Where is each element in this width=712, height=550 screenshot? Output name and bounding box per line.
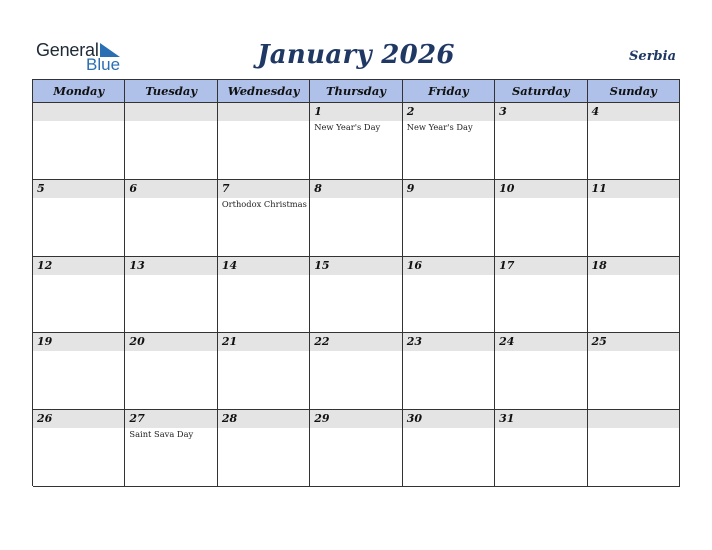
day-number-band bbox=[588, 257, 679, 275]
day-number: 29 bbox=[314, 412, 330, 426]
day-number-band bbox=[495, 180, 586, 198]
holiday-label: Orthodox Christmas bbox=[221, 198, 307, 209]
weekday-header-tuesday: Tuesday bbox=[125, 80, 217, 103]
week-row bbox=[33, 103, 680, 180]
day-number-band bbox=[403, 333, 494, 351]
day-cell-19 bbox=[33, 333, 125, 410]
day-number-band bbox=[403, 410, 494, 428]
day-number: 3 bbox=[499, 105, 507, 118]
day-number: 22 bbox=[314, 335, 330, 349]
day-number-band bbox=[33, 333, 124, 351]
day-cell-4 bbox=[588, 103, 680, 180]
day-cell-16 bbox=[403, 257, 495, 334]
day-number-band bbox=[495, 333, 586, 351]
day-cell-1 bbox=[310, 103, 402, 180]
day-cell-10 bbox=[495, 180, 587, 257]
day-cell-30 bbox=[403, 410, 495, 487]
day-cell-9 bbox=[403, 180, 495, 257]
day-number: 1 bbox=[314, 105, 322, 118]
weekday-header-thursday: Thursday bbox=[310, 80, 402, 103]
day-number-band bbox=[588, 103, 679, 121]
holiday-label: New Year's Day bbox=[406, 122, 473, 132]
day-cell-17 bbox=[495, 257, 587, 334]
day-number-band bbox=[588, 410, 679, 428]
day-cell-13 bbox=[125, 257, 217, 334]
day-cell-11 bbox=[588, 180, 680, 257]
day-number: 25 bbox=[591, 335, 607, 349]
day-number-band bbox=[218, 103, 309, 121]
day-cell-empty bbox=[33, 103, 125, 180]
day-number: 16 bbox=[406, 258, 422, 272]
day-number: 26 bbox=[37, 412, 53, 426]
day-number-band bbox=[495, 103, 586, 121]
day-cell-3 bbox=[495, 103, 587, 180]
day-cell-31 bbox=[495, 410, 587, 487]
day-number: 19 bbox=[37, 335, 53, 349]
holiday-label: Saint Sava Day bbox=[129, 429, 194, 440]
day-number-band bbox=[403, 180, 494, 198]
calendar-grid bbox=[32, 79, 680, 486]
day-cell-23 bbox=[403, 333, 495, 410]
day-number-band bbox=[310, 410, 401, 428]
day-cell-29 bbox=[310, 410, 402, 487]
day-number: 20 bbox=[129, 335, 145, 349]
day-number: 9 bbox=[406, 181, 415, 195]
day-number: 31 bbox=[499, 412, 515, 426]
day-number: 10 bbox=[499, 181, 515, 195]
day-cell-empty bbox=[218, 103, 310, 180]
week-row bbox=[33, 257, 680, 334]
day-number: 11 bbox=[591, 181, 607, 195]
weekday-header-friday: Friday bbox=[403, 80, 495, 103]
day-number-band bbox=[33, 410, 124, 428]
day-number: 7 bbox=[221, 181, 230, 195]
day-number-band bbox=[310, 103, 401, 121]
day-cell-5 bbox=[33, 180, 125, 257]
day-number-band bbox=[310, 333, 401, 351]
day-number-band bbox=[125, 333, 216, 351]
day-cell-20 bbox=[125, 333, 217, 410]
day-number: 13 bbox=[129, 258, 145, 272]
day-cell-28 bbox=[218, 410, 310, 487]
day-number-band bbox=[125, 180, 216, 198]
day-number: 14 bbox=[221, 258, 238, 272]
day-number-band bbox=[310, 180, 401, 198]
weekday-header-row bbox=[33, 80, 680, 103]
day-number-band bbox=[218, 410, 309, 428]
day-cell-2 bbox=[403, 103, 495, 180]
day-cell-14 bbox=[218, 257, 310, 334]
day-number: 12 bbox=[37, 258, 53, 272]
day-number: 5 bbox=[37, 181, 45, 195]
day-number: 8 bbox=[314, 181, 322, 195]
weekday-header-sunday: Sunday bbox=[588, 80, 680, 103]
day-number: 6 bbox=[129, 181, 138, 195]
day-number: 15 bbox=[314, 258, 330, 272]
day-cell-26 bbox=[33, 410, 125, 487]
day-number-band bbox=[33, 103, 124, 121]
day-number: 30 bbox=[406, 412, 422, 426]
day-number-band bbox=[125, 257, 216, 275]
weekday-header-saturday: Saturday bbox=[495, 80, 587, 103]
day-number-band bbox=[588, 333, 679, 351]
day-cell-15 bbox=[310, 257, 402, 334]
day-number-band bbox=[218, 180, 309, 198]
day-cell-empty bbox=[588, 410, 680, 487]
weekday-header-wednesday: Wednesday bbox=[218, 80, 310, 103]
day-number-band bbox=[495, 410, 586, 428]
day-number: 21 bbox=[221, 335, 238, 349]
day-number: 18 bbox=[591, 258, 607, 272]
day-cell-24 bbox=[495, 333, 587, 410]
week-row bbox=[33, 180, 680, 257]
day-cell-8 bbox=[310, 180, 402, 257]
day-number-band bbox=[125, 410, 216, 428]
day-number: 23 bbox=[406, 335, 422, 349]
day-cell-empty bbox=[125, 103, 217, 180]
logo-text-general: General bbox=[36, 40, 99, 60]
day-cell-18 bbox=[588, 257, 680, 334]
day-number-band bbox=[403, 257, 494, 275]
week-row bbox=[33, 333, 680, 410]
day-cell-12 bbox=[33, 257, 125, 334]
day-number: 2 bbox=[406, 105, 415, 118]
day-number-band bbox=[310, 257, 401, 275]
day-number-band bbox=[588, 180, 679, 198]
day-number: 24 bbox=[499, 335, 515, 349]
weekday-header-monday: Monday bbox=[33, 80, 125, 103]
holiday-label: New Year's Day bbox=[314, 122, 381, 132]
day-number-band bbox=[218, 333, 309, 351]
day-number-band bbox=[33, 257, 124, 275]
day-cell-7 bbox=[218, 180, 310, 257]
day-cell-25 bbox=[588, 333, 680, 410]
day-cell-27 bbox=[125, 410, 217, 487]
day-number-band bbox=[33, 180, 124, 198]
day-number: 28 bbox=[221, 412, 238, 426]
day-number: 17 bbox=[499, 258, 515, 272]
day-cell-21 bbox=[218, 333, 310, 410]
day-cell-22 bbox=[310, 333, 402, 410]
day-cell-6 bbox=[125, 180, 217, 257]
day-number-band bbox=[403, 103, 494, 121]
day-number: 4 bbox=[591, 105, 600, 118]
generalblue-logo bbox=[36, 40, 126, 74]
day-number: 27 bbox=[129, 412, 145, 426]
day-number-band bbox=[125, 103, 216, 121]
day-number-band bbox=[495, 257, 586, 275]
week-row bbox=[33, 410, 680, 487]
day-number-band bbox=[218, 257, 309, 275]
page-title: January 2026 bbox=[257, 40, 455, 70]
country-label: Serbia bbox=[629, 49, 676, 64]
logo-text-blue: Blue bbox=[86, 55, 121, 74]
calendar-weeks bbox=[33, 103, 680, 487]
